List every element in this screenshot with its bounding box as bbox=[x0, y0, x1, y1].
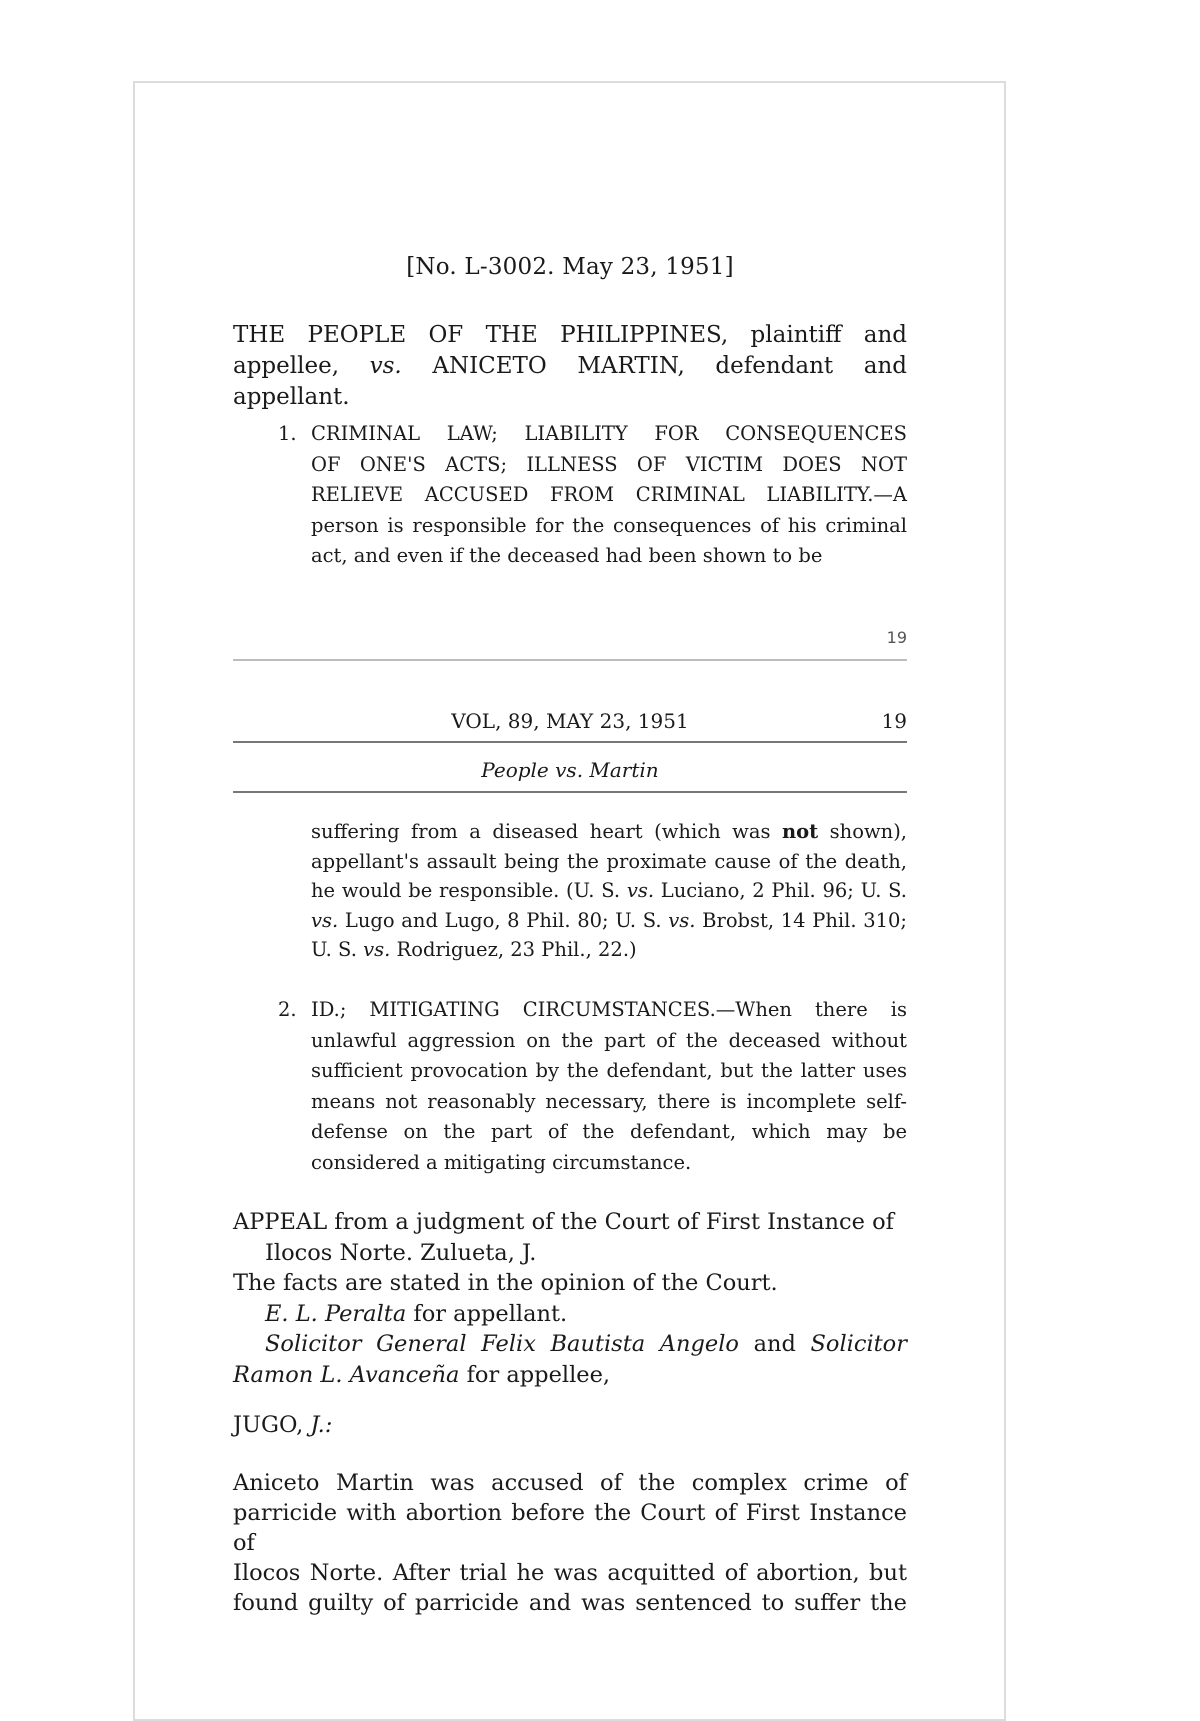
page-number-footer: 19 bbox=[886, 628, 907, 647]
opinion-line: parricide with abortion before the Court of First Instance of bbox=[233, 1500, 907, 1556]
syllabus-text bbox=[311, 419, 907, 572]
running-title: People vs. Martin bbox=[481, 758, 659, 782]
syllabus-line: RELIEVE ACCUSED FROM CRIMINAL LIABILITY.—A bbox=[311, 483, 907, 506]
syllabus-number: 2. bbox=[278, 998, 297, 1021]
appeal-line-1: APPEAL from a judgment of the Court of First Instance of bbox=[233, 1209, 894, 1235]
counsel-appellant: E. L. Peralta for appellant. bbox=[265, 1300, 568, 1327]
opinion-line: Aniceto Martin was accused of the complex crime of bbox=[233, 1470, 907, 1496]
opinion-text bbox=[233, 1468, 907, 1618]
appeal-block bbox=[233, 1207, 907, 1390]
facts-statement: The facts are stated in the opinion of the Court. bbox=[233, 1270, 778, 1296]
opinion-line: Ilocos Norte. After trial he was acquitted of abortion, but bbox=[233, 1560, 907, 1586]
page-divider bbox=[233, 659, 907, 661]
counsel-appellee-line-1: Solicitor General Felix Bautista Angelo and Solicitor bbox=[265, 1331, 907, 1357]
appeal-line-2: Ilocos Norte. Zulueta, J. bbox=[265, 1239, 537, 1266]
case-number: [No. L-3002. May 23, 1951] bbox=[406, 254, 734, 280]
syllabus-line: person is responsible for the consequences of his criminal bbox=[311, 513, 907, 537]
running-head-volume: VOL, 89, MAY 23, 1951 bbox=[451, 709, 689, 733]
running-title-rule bbox=[233, 791, 907, 793]
parties-line-2: appellee, vs. ANICETO MARTIN, defendant and appellant. bbox=[233, 353, 908, 410]
syllabus-item-1 bbox=[278, 419, 907, 572]
running-head-rule bbox=[233, 741, 907, 743]
syllabus-line: act, and even if the deceased had been shown to be bbox=[311, 544, 823, 567]
syllabus-number: 1. bbox=[278, 422, 297, 445]
opinion-author: JUGO, J.: bbox=[233, 1412, 333, 1438]
parties-line-1: THE PEOPLE OF THE PHILIPPINES, plaintiff and bbox=[233, 322, 907, 348]
running-head-page: 19 bbox=[881, 709, 907, 733]
syllabus-item-2 bbox=[278, 995, 907, 1178]
syllabus-item-1-continued: suffering from a diseased heart (which was not shown), appellant's assault being the proximate cause of the death, he would be responsible. (U. S. vs. Luciano, 2 Phil. 96; U. S. vs. Lugo and Lugo, 8 Phil. 80; U. S. vs. Brobst, 14 Phil. 310; U. S. vs. Rodriguez, 23 Phil., 22.) bbox=[311, 820, 908, 961]
opinion-line: found guilty of parricide and was sentenced to suffer the bbox=[233, 1590, 907, 1616]
syllabus-text: ID.; MITIGATING CIRCUMSTANCES.—When there is unlawful aggression on the part of the deceased without sufficient provocation by the defendant, but the latter uses means not reasonably necessary, there is incomplete self-defense on the part of the defendant, which may be considered a mitigating circumstance. bbox=[311, 998, 907, 1174]
case-parties bbox=[233, 320, 907, 413]
syllabus-line: OF ONE'S ACTS; ILLNESS OF VICTIM DOES NOT bbox=[311, 452, 907, 476]
counsel-appellee-line-2: Ramon L. Avanceña for appellee, bbox=[233, 1361, 611, 1388]
syllabus-line: CRIMINAL LAW; LIABILITY FOR CONSEQUENCES bbox=[311, 422, 907, 445]
